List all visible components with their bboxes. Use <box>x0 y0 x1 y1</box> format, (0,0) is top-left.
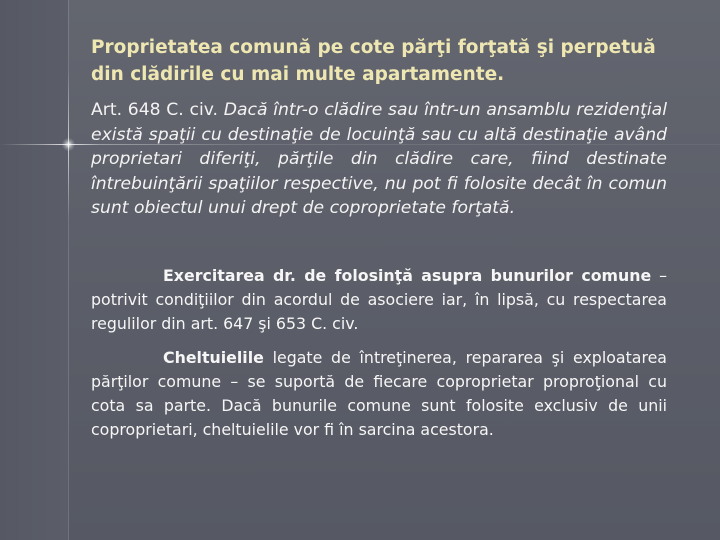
paragraph-usage-rights <box>91 264 667 336</box>
paragraph-text: – potrivit condiţiilor din acordul de asociere iar, în lipsă, cu respectarea regulilor din art. 647 şi 653 C. civ. <box>91 266 668 333</box>
paragraph-expenses <box>91 346 667 442</box>
slide-title: Proprietatea comună pe cote părţi forţată şi perpetuă din clădirile cu mai multe apartamente. <box>91 37 656 85</box>
article-reference: Art. 648 C. civ. <box>91 100 219 120</box>
sparkle-star-icon <box>62 138 75 151</box>
paragraph-lead: Cheltuielile <box>163 348 264 367</box>
article-quote-block <box>91 98 667 221</box>
paragraph-text: legate de întreţinerea, repararea şi exploatarea părţilor comune – se suportă de fiecare coproprietar proproţional cu cota sa parte. Dacă bunurile comune sunt folosite exclusiv de unii coproprietari, cheltuielile vor fi în sarcina acestora. <box>91 348 667 439</box>
article-quote-text: Dacă într-o clădire sau într-un ansamblu rezidenţial există spaţii cu destinaţie de locuinţă sau cu altă destinaţie având proprietari diferiţi, părţile din clădire care, fiind destinate întrebuinţării spaţiilor respective, nu pot fi folosite decât în comun sunt obiectul unui drept de coproprietate forţată. <box>91 100 667 218</box>
left-decorative-band <box>0 0 68 540</box>
paragraph-lead: Exercitarea dr. de folosinţă asupra bunurilor comune <box>163 266 652 285</box>
